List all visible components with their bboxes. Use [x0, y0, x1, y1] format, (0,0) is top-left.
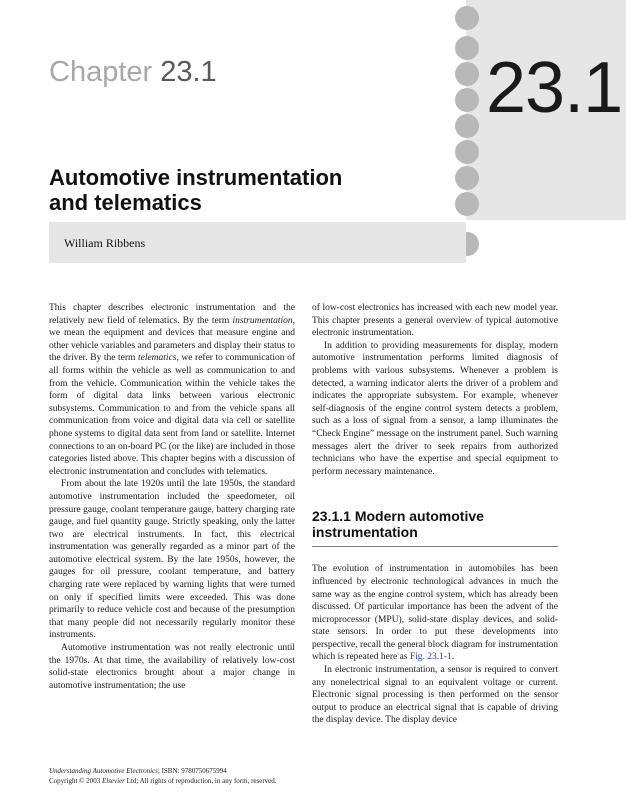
overview-paragraph: of low-cost electronics has increased with each new model year. This chapter presents a general overview of typical automotive electronic instrumentation.: [312, 303, 558, 339]
chapter-title-line-1: Automotive instrumentation: [49, 165, 343, 190]
intro-paragraph: [49, 302, 295, 478]
section-heading-line-1: 23.1.1 Modern automotive: [312, 508, 484, 525]
decorative-dot-strip: [455, 6, 479, 256]
chapter-title: [49, 165, 449, 215]
electronics-paragraph: Automotive instrumentation was not really electronic until the 1970s. At that time, the availability of relatively low-cost solid-state electronics brought about a major change in automotive instrumentation; the use: [49, 643, 295, 691]
evolution-text-a: The evolution of instrumentation in automobiles has been influenced by electronic technological advances in much the same way as the engine control system, which has already been discussed. Of particular importance has been the advent of the microprocessor (MPU), solid-state display devices, and solid-state sensors. In order to put these developments into perspective, recall the general block diagram for instrumentation which is repeated here as: [312, 564, 558, 663]
right-column: [312, 302, 558, 727]
evolution-text-b: .: [451, 652, 455, 663]
author-name: William Ribbens: [64, 236, 146, 250]
left-column: [49, 302, 295, 692]
footer-copyright-c: Ltd; All rights of reproduction, in any form, reserved.: [124, 777, 277, 785]
intro-text-c: , we refer to communication of all forms within the vehicle as well as communication to and from the vehicle. Communication within the vehicle takes the form of digital data links between various electronic subsystems. Communication to and from the vehicle spans all communication from voice and digital data via cell or satellite phone systems to digital data sent from land or satellite. Internet connections to an on-board PC (or the like) are included in those categories listed above. This chapter begins with a discussion of electronic instrumentation and concludes with telematics.: [49, 353, 295, 477]
intro-text-b: , we mean the equipment and devices that measure engine and other vehicle variables and parameters and display their status to the driver. By the term: [49, 315, 295, 364]
decorative-dot: [455, 62, 479, 86]
diagnosis-paragraph: In addition to providing measurements for display, modern automotive instrumentation performs limited diagnosis of problems with various subsystems. Whenever a problem is detected, a warning indicator alerts the driver of a problem and indicates the appropriate subsystem. For example, whenever self-diagnosis of the engine control system detects a problem, such as a loss of signal from a sensor, a lamp illuminates the “Check Engine” message on the instrument panel. Such warning messages alert the driver to seek repairs from authorized technicians who have the expertise and special equipment to perform necessary maintenance.: [312, 340, 558, 477]
section-heading: [312, 508, 558, 547]
chapter-label-number: 23.1: [160, 56, 217, 88]
figure-link[interactable]: Fig. 23.1-1: [409, 652, 452, 663]
chapter-number-large: 23.1: [486, 48, 623, 128]
decorative-dot: [455, 166, 479, 190]
footer-book-line: [49, 766, 277, 776]
page-footer: [49, 766, 277, 786]
decorative-dot: [455, 192, 479, 216]
decorative-dot: [455, 36, 479, 60]
decorative-dot: [455, 6, 479, 30]
section-heading-line-2: instrumentation: [312, 524, 418, 541]
chapter-label: [49, 58, 217, 87]
footer-isbn: ; ISBN: 9780750675994: [157, 767, 227, 775]
decorative-dot: [455, 140, 479, 164]
footer-copyright-a: Copyright © 2003: [49, 777, 102, 785]
footer-publisher: Elsevier: [101, 777, 125, 785]
footer-book-title: Understanding Automotive Electronics: [49, 767, 158, 775]
chapter-label-word: Chapter: [49, 56, 153, 88]
history-paragraph: From about the late 1920s until the late 1950s, the standard automotive instrumentation included the speedometer, oil pressure gauge, coolant temperature gauge, battery charging rate gauge, and fuel quantity gauge. Strictly speaking, only the latter two are electrical instruments. In fact, this electrical instrumentation was generally regarded as a minor part of the automotive electrical system. By the late 1950s, however, the gauges for oil pressure, coolant temperature, and battery charging rate were replaced by warning lights that were turned on only if specified limits were exceeded. This was done primarily to reduce vehicle cost and because of the presumption that many people did not necessarily regularly monitor these instruments.: [49, 479, 295, 641]
decorative-dot: [455, 114, 479, 138]
term-instrumentation: instrumentation: [232, 315, 293, 326]
intro-text-a: This chapter describes electronic instrumentation and the relatively new field of telematics. By the term: [49, 303, 295, 326]
evolution-paragraph: [312, 563, 558, 664]
decorative-dot: [455, 88, 479, 112]
footer-copyright-line: [49, 776, 277, 786]
sensor-paragraph: In electronic instrumentation, a sensor is required to convert any nonelectrical signal to an equivalent voltage or current. Electronic signal processing is then performed on the sensor output to produce an electrical signal that is capable of driving the display device. The display device: [312, 665, 558, 726]
term-telematics: telematics: [137, 353, 177, 364]
chapter-title-line-2: and telematics: [49, 190, 202, 215]
author-band: [49, 222, 466, 263]
